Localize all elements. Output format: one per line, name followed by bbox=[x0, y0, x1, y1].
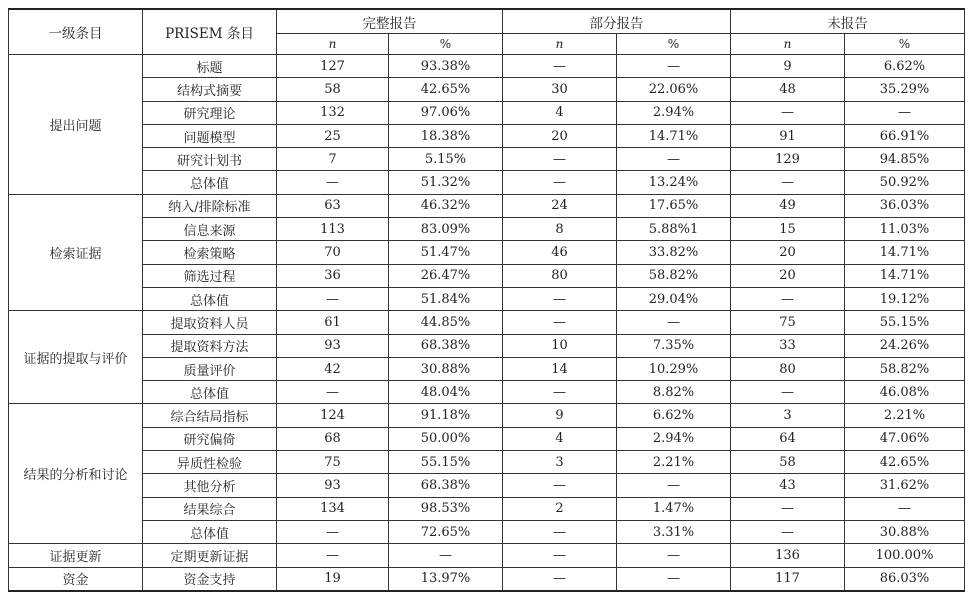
item-label: 总体值 bbox=[143, 520, 277, 543]
item-label: 综合结局指标 bbox=[143, 404, 277, 427]
percent-cell: — bbox=[617, 474, 731, 497]
count-cell: 2 bbox=[503, 497, 617, 520]
table-row bbox=[9, 218, 965, 241]
item-label: 总体值 bbox=[143, 287, 277, 310]
percent-cell: 19.12% bbox=[845, 287, 965, 310]
item-label: 定期更新证据 bbox=[143, 544, 277, 567]
count-cell: 64 bbox=[731, 427, 845, 450]
count-cell: 58 bbox=[731, 451, 845, 474]
count-cell: — bbox=[731, 381, 845, 404]
percent-cell: 30.88% bbox=[389, 357, 503, 380]
percent-cell: 35.29% bbox=[845, 78, 965, 101]
count-cell: — bbox=[277, 520, 389, 543]
percent-cell: 46.08% bbox=[845, 381, 965, 404]
count-cell: — bbox=[277, 381, 389, 404]
item-label: 信息来源 bbox=[143, 218, 277, 241]
item-label: 异质性检验 bbox=[143, 451, 277, 474]
count-cell: 3 bbox=[731, 404, 845, 427]
table-row bbox=[9, 264, 965, 287]
percent-cell: 26.47% bbox=[389, 264, 503, 287]
table-row bbox=[9, 567, 965, 591]
table-row bbox=[9, 311, 965, 334]
count-cell: 14 bbox=[503, 357, 617, 380]
count-cell: — bbox=[731, 101, 845, 124]
count-cell: — bbox=[503, 474, 617, 497]
section-label: 检索证据 bbox=[9, 194, 143, 310]
percent-cell: 55.15% bbox=[389, 451, 503, 474]
percent-cell: — bbox=[389, 544, 503, 567]
count-cell: — bbox=[731, 497, 845, 520]
count-cell: — bbox=[503, 171, 617, 194]
header-not-reported: 未报告 bbox=[731, 9, 965, 34]
count-cell: — bbox=[503, 148, 617, 171]
percent-cell: 11.03% bbox=[845, 218, 965, 241]
percent-cell: 5.88%1 bbox=[617, 218, 731, 241]
percent-cell: 29.04% bbox=[617, 287, 731, 310]
count-cell: 10 bbox=[503, 334, 617, 357]
item-label: 研究理论 bbox=[143, 101, 277, 124]
percent-cell: 7.35% bbox=[617, 334, 731, 357]
percent-cell: 6.62% bbox=[617, 404, 731, 427]
percent-cell: 2.21% bbox=[845, 404, 965, 427]
count-cell: 46 bbox=[503, 241, 617, 264]
subheader-percent: % bbox=[389, 34, 503, 55]
count-cell: — bbox=[277, 171, 389, 194]
table-row bbox=[9, 497, 965, 520]
count-cell: 9 bbox=[731, 55, 845, 78]
percent-cell: 58.82% bbox=[617, 264, 731, 287]
item-label: 问题模型 bbox=[143, 124, 277, 147]
item-label: 纳入/排除标准 bbox=[143, 194, 277, 217]
percent-cell: 68.38% bbox=[389, 474, 503, 497]
item-label: 筛选过程 bbox=[143, 264, 277, 287]
table-row bbox=[9, 124, 965, 147]
item-label: 结果综合 bbox=[143, 497, 277, 520]
table-row bbox=[9, 287, 965, 310]
count-cell: — bbox=[503, 520, 617, 543]
percent-cell: — bbox=[617, 544, 731, 567]
header-prisma-item: PRISEM 条目 bbox=[143, 9, 277, 55]
section-label: 结果的分析和讨论 bbox=[9, 404, 143, 544]
percent-cell: 22.06% bbox=[617, 78, 731, 101]
section-label: 资金 bbox=[9, 567, 143, 591]
count-cell: 75 bbox=[731, 311, 845, 334]
percent-cell: — bbox=[617, 55, 731, 78]
percent-cell: 47.06% bbox=[845, 427, 965, 450]
table-body bbox=[9, 55, 965, 591]
table-row bbox=[9, 78, 965, 101]
percent-cell: 8.82% bbox=[617, 381, 731, 404]
percent-cell: 94.85% bbox=[845, 148, 965, 171]
count-cell: 20 bbox=[503, 124, 617, 147]
percent-cell: 18.38% bbox=[389, 124, 503, 147]
percent-cell: 6.62% bbox=[845, 55, 965, 78]
count-cell: 132 bbox=[277, 101, 389, 124]
count-cell: — bbox=[503, 287, 617, 310]
count-cell: 9 bbox=[503, 404, 617, 427]
count-cell: 93 bbox=[277, 474, 389, 497]
count-cell: 30 bbox=[503, 78, 617, 101]
percent-cell: 68.38% bbox=[389, 334, 503, 357]
subheader-percent: % bbox=[617, 34, 731, 55]
table-row bbox=[9, 381, 965, 404]
count-cell: 113 bbox=[277, 218, 389, 241]
percent-cell: 1.47% bbox=[617, 497, 731, 520]
item-label: 研究计划书 bbox=[143, 148, 277, 171]
item-label: 资金支持 bbox=[143, 567, 277, 591]
item-label: 研究偏倚 bbox=[143, 427, 277, 450]
subheader-percent: % bbox=[845, 34, 965, 55]
item-label: 标题 bbox=[143, 55, 277, 78]
percent-cell: 31.62% bbox=[845, 474, 965, 497]
count-cell: 127 bbox=[277, 55, 389, 78]
percent-cell: 46.32% bbox=[389, 194, 503, 217]
count-cell: 42 bbox=[277, 357, 389, 380]
count-cell: — bbox=[503, 311, 617, 334]
section-label: 提出问题 bbox=[9, 55, 143, 195]
count-cell: 124 bbox=[277, 404, 389, 427]
percent-cell: 91.18% bbox=[389, 404, 503, 427]
percent-cell: 30.88% bbox=[845, 520, 965, 543]
item-label: 结构式摘要 bbox=[143, 78, 277, 101]
count-cell: 91 bbox=[731, 124, 845, 147]
header-partial-report: 部分报告 bbox=[503, 9, 731, 34]
table-row bbox=[9, 194, 965, 217]
subheader-n: n bbox=[731, 34, 845, 55]
count-cell: 75 bbox=[277, 451, 389, 474]
item-label: 其他分析 bbox=[143, 474, 277, 497]
count-cell: — bbox=[503, 381, 617, 404]
table-row bbox=[9, 101, 965, 124]
table-row bbox=[9, 520, 965, 543]
percent-cell: 42.65% bbox=[389, 78, 503, 101]
percent-cell: 10.29% bbox=[617, 357, 731, 380]
percent-cell: 55.15% bbox=[845, 311, 965, 334]
count-cell: 20 bbox=[731, 241, 845, 264]
percent-cell: 58.82% bbox=[845, 357, 965, 380]
table-row bbox=[9, 357, 965, 380]
count-cell: 68 bbox=[277, 427, 389, 450]
table-row bbox=[9, 404, 965, 427]
count-cell: 4 bbox=[503, 101, 617, 124]
percent-cell: 51.47% bbox=[389, 241, 503, 264]
table-row bbox=[9, 171, 965, 194]
count-cell: — bbox=[277, 544, 389, 567]
percent-cell: 2.21% bbox=[617, 451, 731, 474]
percent-cell: 3.31% bbox=[617, 520, 731, 543]
percent-cell: 93.38% bbox=[389, 55, 503, 78]
count-cell: 19 bbox=[277, 567, 389, 591]
count-cell: 80 bbox=[731, 357, 845, 380]
count-cell: 20 bbox=[731, 264, 845, 287]
item-label: 总体值 bbox=[143, 171, 277, 194]
subheader-n: n bbox=[503, 34, 617, 55]
count-cell: 36 bbox=[277, 264, 389, 287]
count-cell: 70 bbox=[277, 241, 389, 264]
percent-cell: 17.65% bbox=[617, 194, 731, 217]
count-cell: — bbox=[731, 171, 845, 194]
subheader-n: n bbox=[277, 34, 389, 55]
count-cell: 24 bbox=[503, 194, 617, 217]
percent-cell: 97.06% bbox=[389, 101, 503, 124]
percent-cell: 36.03% bbox=[845, 194, 965, 217]
count-cell: — bbox=[277, 287, 389, 310]
count-cell: 58 bbox=[277, 78, 389, 101]
percent-cell: 5.15% bbox=[389, 148, 503, 171]
percent-cell: 83.09% bbox=[389, 218, 503, 241]
percent-cell: — bbox=[845, 497, 965, 520]
header-complete-report: 完整报告 bbox=[277, 9, 503, 34]
count-cell: — bbox=[503, 567, 617, 591]
prisma-report-table bbox=[8, 8, 965, 592]
percent-cell: 50.00% bbox=[389, 427, 503, 450]
count-cell: 93 bbox=[277, 334, 389, 357]
table-row bbox=[9, 241, 965, 264]
percent-cell: 2.94% bbox=[617, 101, 731, 124]
percent-cell: 86.03% bbox=[845, 567, 965, 591]
table-row bbox=[9, 55, 965, 78]
item-label: 总体值 bbox=[143, 381, 277, 404]
percent-cell: — bbox=[617, 148, 731, 171]
percent-cell: 44.85% bbox=[389, 311, 503, 334]
count-cell: 49 bbox=[731, 194, 845, 217]
percent-cell: 33.82% bbox=[617, 241, 731, 264]
count-cell: 129 bbox=[731, 148, 845, 171]
percent-cell: 14.71% bbox=[845, 264, 965, 287]
count-cell: 3 bbox=[503, 451, 617, 474]
item-label: 提取资料方法 bbox=[143, 334, 277, 357]
count-cell: 33 bbox=[731, 334, 845, 357]
percent-cell: 51.84% bbox=[389, 287, 503, 310]
report-table-container bbox=[8, 8, 965, 592]
percent-cell: 100.00% bbox=[845, 544, 965, 567]
percent-cell: — bbox=[617, 311, 731, 334]
count-cell: 61 bbox=[277, 311, 389, 334]
count-cell: 15 bbox=[731, 218, 845, 241]
item-label: 提取资料人员 bbox=[143, 311, 277, 334]
table-row bbox=[9, 148, 965, 171]
count-cell: 136 bbox=[731, 544, 845, 567]
item-label: 质量评价 bbox=[143, 357, 277, 380]
percent-cell: 98.53% bbox=[389, 497, 503, 520]
percent-cell: 14.71% bbox=[617, 124, 731, 147]
count-cell: — bbox=[503, 55, 617, 78]
count-cell: 7 bbox=[277, 148, 389, 171]
percent-cell: 24.26% bbox=[845, 334, 965, 357]
percent-cell: 72.65% bbox=[389, 520, 503, 543]
percent-cell: 13.24% bbox=[617, 171, 731, 194]
count-cell: 63 bbox=[277, 194, 389, 217]
count-cell: 48 bbox=[731, 78, 845, 101]
count-cell: — bbox=[503, 544, 617, 567]
count-cell: 117 bbox=[731, 567, 845, 591]
percent-cell: 42.65% bbox=[845, 451, 965, 474]
percent-cell: — bbox=[845, 101, 965, 124]
table-row bbox=[9, 334, 965, 357]
percent-cell: 66.91% bbox=[845, 124, 965, 147]
count-cell: 25 bbox=[277, 124, 389, 147]
table-row bbox=[9, 474, 965, 497]
percent-cell: 50.92% bbox=[845, 171, 965, 194]
percent-cell: — bbox=[617, 567, 731, 591]
section-label: 证据更新 bbox=[9, 544, 143, 567]
percent-cell: 2.94% bbox=[617, 427, 731, 450]
count-cell: 80 bbox=[503, 264, 617, 287]
section-label: 证据的提取与评价 bbox=[9, 311, 143, 404]
table-row bbox=[9, 427, 965, 450]
count-cell: 4 bbox=[503, 427, 617, 450]
count-cell: 8 bbox=[503, 218, 617, 241]
count-cell: — bbox=[731, 520, 845, 543]
item-label: 检索策略 bbox=[143, 241, 277, 264]
header-level1: 一级条目 bbox=[9, 9, 143, 55]
table-row bbox=[9, 451, 965, 474]
count-cell: — bbox=[731, 287, 845, 310]
count-cell: 43 bbox=[731, 474, 845, 497]
table-row bbox=[9, 544, 965, 567]
percent-cell: 51.32% bbox=[389, 171, 503, 194]
percent-cell: 13.97% bbox=[389, 567, 503, 591]
percent-cell: 14.71% bbox=[845, 241, 965, 264]
count-cell: 134 bbox=[277, 497, 389, 520]
percent-cell: 48.04% bbox=[389, 381, 503, 404]
